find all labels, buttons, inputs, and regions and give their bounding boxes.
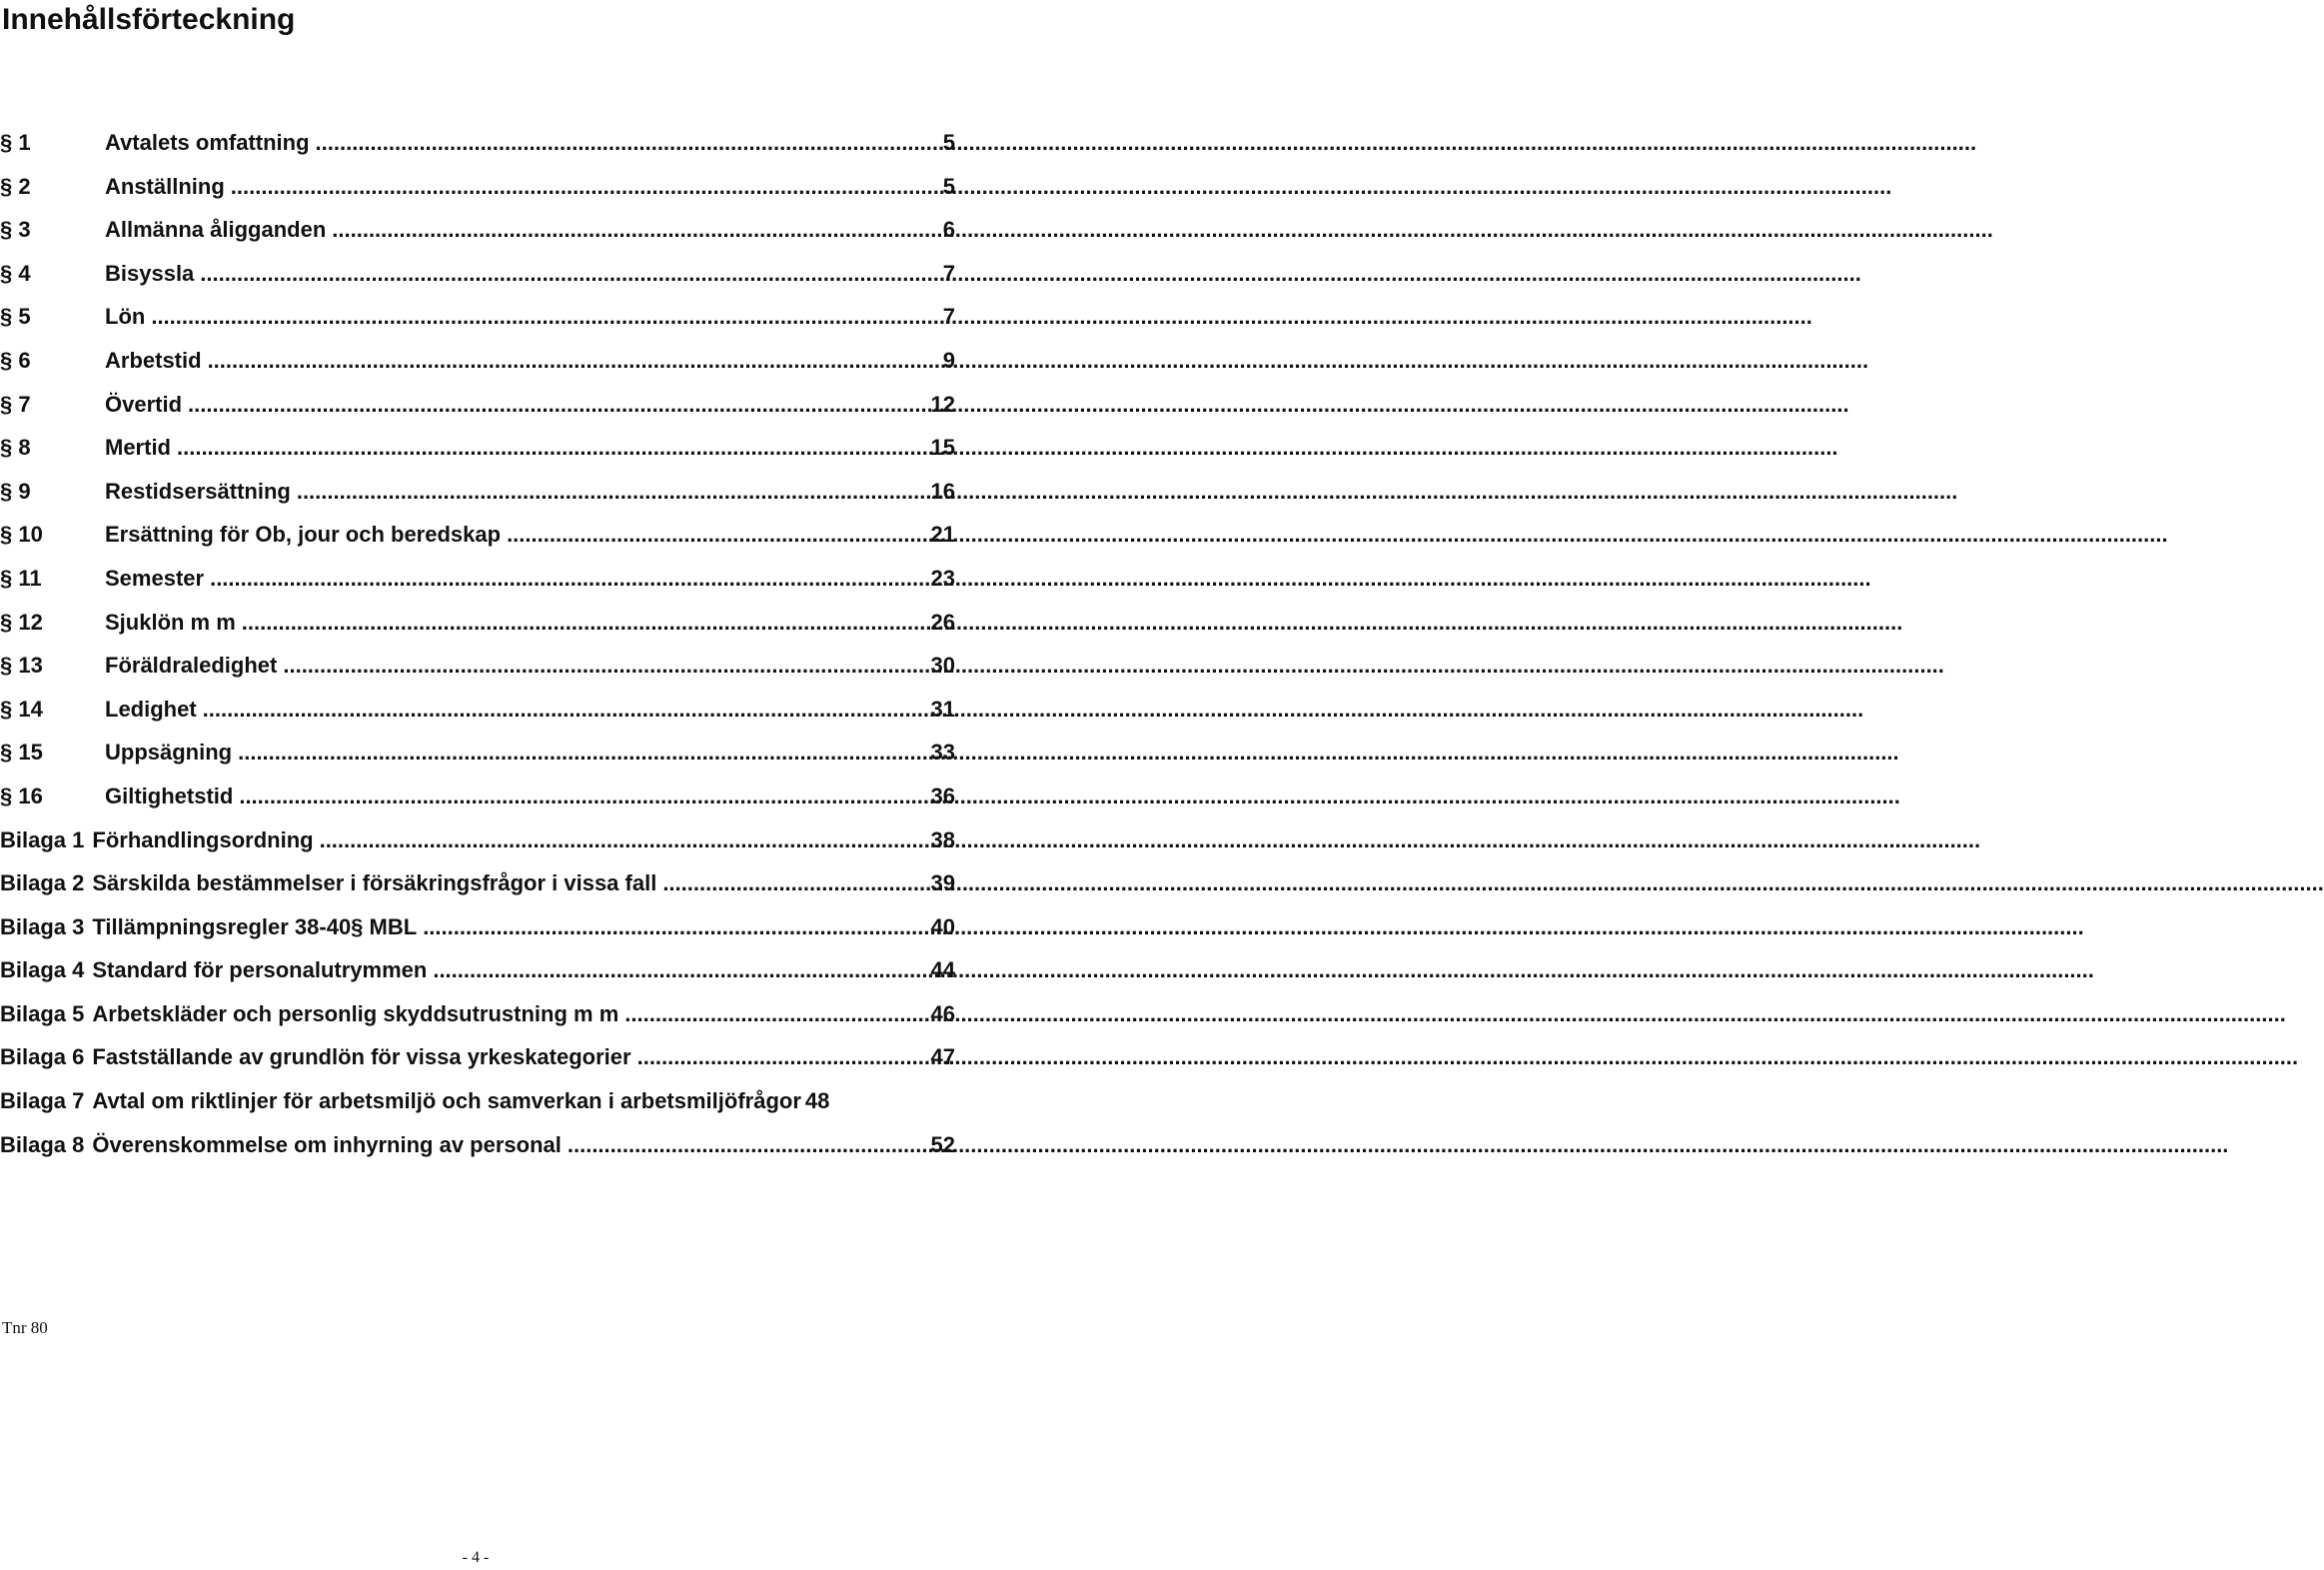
toc-entry-title: Uppsägning (105, 740, 233, 766)
toc-entry-number: § 9 (0, 478, 31, 504)
toc-entry-number: Bilaga 3 (0, 913, 85, 939)
dot-leader (210, 557, 928, 601)
dot-leader (507, 513, 928, 557)
toc-entry-section-10[interactable] (0, 513, 955, 557)
toc-entry-number: § 14 (0, 696, 43, 722)
toc-entry-title: Fastställande av grundlön för vissa yrkeskategorier (92, 1044, 631, 1070)
toc-entry-number: § 5 (0, 304, 31, 330)
toc-entry-page: 5 (942, 173, 955, 199)
toc-entry-title: Övertid (105, 391, 183, 417)
toc-entry-title: Sjuklön m m (105, 609, 236, 635)
toc-entry-page: 21 (930, 522, 955, 548)
toc-entry-title: Bisyssla (105, 260, 195, 286)
toc-entry-page: 16 (930, 478, 955, 504)
toc-entry-number: Bilaga 5 (0, 1000, 85, 1026)
toc-entry-page: 39 (930, 870, 955, 896)
toc-entry-appendix-6[interactable] (0, 1035, 955, 1079)
toc-entry-number: § 8 (0, 435, 31, 461)
toc-entry-number: § 3 (0, 217, 31, 243)
document-code: Tnr 80 (2, 1318, 48, 1337)
dot-leader (433, 948, 928, 992)
toc-entry-page: 38 (930, 826, 955, 852)
dot-leader (242, 601, 929, 645)
dot-leader (188, 383, 928, 427)
toc-entry-title: Restidsersättning (105, 478, 291, 504)
toc-entry-number: § 11 (0, 565, 42, 591)
toc-entry-number: § 7 (0, 391, 31, 417)
toc-entry-title: Arbetskläder och personlig skyddsutrustning m m (92, 1000, 619, 1026)
dot-leader (203, 688, 929, 732)
toc-entry-section-16[interactable] (0, 775, 955, 818)
toc-entry-number: Bilaga 1 (0, 826, 85, 852)
toc-heading: Innehållsförteckning (2, 3, 296, 36)
toc-entry-number: § 4 (0, 260, 31, 286)
toc-entry-page: 31 (930, 696, 955, 722)
toc-entry-page: 47 (930, 1044, 955, 1070)
toc-entry-page: 52 (930, 1131, 955, 1157)
dot-leader (231, 165, 941, 209)
toc-entry-page: 46 (930, 1000, 955, 1026)
toc-entry-title: Arbetstid (105, 347, 202, 373)
toc-entry-page: 36 (930, 783, 955, 808)
toc-entry-number: § 1 (0, 130, 31, 155)
dot-leader (177, 426, 929, 470)
toc-entry-section-7[interactable] (0, 383, 955, 427)
toc-entry-number: Bilaga 8 (0, 1131, 85, 1157)
toc-entry-number: § 12 (0, 609, 43, 635)
toc-entry-section-4[interactable] (0, 252, 955, 296)
dot-leader (568, 1123, 929, 1167)
toc-entry-title: Allmänna åligganden (105, 217, 327, 243)
toc-entry-title: Särskilda bestämmelser i försäkringsfrågor i vissa fall (92, 870, 657, 896)
toc-entry-page: 9 (942, 347, 955, 373)
toc-entry-appendix-5[interactable] (0, 992, 955, 1036)
toc-entry-title: Ersättning för Ob, jour och beredskap (105, 522, 502, 548)
toc-entry-page: 30 (930, 653, 955, 679)
document-page (0, 0, 959, 1570)
dot-leader (423, 905, 928, 949)
toc-entry-page: 33 (930, 740, 955, 766)
dot-leader (208, 339, 941, 383)
toc-entry-section-2[interactable] (0, 165, 955, 209)
toc-entry-section-3[interactable] (0, 208, 955, 252)
toc-entry-page: 7 (942, 304, 955, 330)
toc-entry-title: Standard för personalutrymmen (92, 957, 428, 983)
toc-entry-section-9[interactable] (0, 470, 955, 514)
toc-entry-section-5[interactable] (0, 295, 955, 339)
toc-entry-page: 44 (930, 957, 955, 983)
toc-entry-title: Överenskommelse om inhyrning av personal (92, 1131, 562, 1157)
toc-entry-appendix-8[interactable] (0, 1123, 955, 1167)
toc-entry-number: Bilaga 4 (0, 957, 85, 983)
toc-entry-section-11[interactable] (0, 557, 955, 601)
toc-entry-title: Anställning (105, 173, 225, 199)
dot-leader (662, 861, 928, 905)
dot-leader (283, 644, 928, 688)
toc-entry-page: 40 (930, 913, 955, 939)
toc-entry-number: § 2 (0, 173, 31, 199)
toc-entry-section-15[interactable] (0, 731, 955, 775)
dot-leader (637, 1035, 929, 1079)
toc-entry-page: 5 (942, 130, 955, 155)
toc-entry-page: 12 (930, 391, 955, 417)
toc-entry-title: Förhandlingsordning (92, 826, 314, 852)
toc-entry-title: Tillämpningsregler 38-40§ MBL (92, 913, 418, 939)
dot-leader (151, 295, 940, 339)
toc-entry-number: § 13 (0, 653, 43, 679)
toc-entry-page: 26 (930, 609, 955, 635)
dot-leader (316, 121, 941, 165)
dot-leader (239, 775, 928, 818)
toc-entry-title: Semester (105, 565, 205, 591)
toc-entry-title: Avtal om riktlinjer för arbetsmiljö och samverkan i arbetsmiljöfrågor (92, 1088, 801, 1114)
toc-entry-number: § 15 (0, 740, 43, 766)
toc-entry-title: Ledighet (105, 696, 197, 722)
toc-entry-section-1[interactable] (0, 121, 955, 165)
dot-leader (320, 818, 929, 862)
toc-entry-appendix-1[interactable] (0, 818, 955, 862)
toc-entry-appendix-3[interactable] (0, 905, 955, 949)
toc-entry-number: Bilaga 7 (0, 1088, 85, 1114)
toc-entry-section-14[interactable] (0, 688, 955, 732)
toc-entry-number: § 6 (0, 347, 31, 373)
toc-entry-number: § 10 (0, 522, 43, 548)
toc-entry-number: § 16 (0, 783, 43, 808)
toc-entry-title: Avtalets omfattning (105, 130, 310, 155)
toc-entry-number: Bilaga 6 (0, 1044, 85, 1070)
toc-entry-title: Mertid (105, 435, 171, 461)
dot-leader (624, 992, 928, 1036)
toc-entry-title: Lön (105, 304, 146, 330)
toc-entry-section-13[interactable] (0, 644, 955, 688)
toc-entry-title: Föräldraledighet (105, 653, 278, 679)
toc-entry-page: 48 (804, 1088, 830, 1114)
toc-entry-page: 7 (942, 260, 955, 286)
toc-entry-page: 15 (930, 435, 955, 461)
toc-entry-number: Bilaga 2 (0, 870, 85, 896)
toc-entry-page: 6 (942, 217, 955, 243)
toc-entry-appendix-4[interactable] (0, 948, 955, 992)
page-number: - 4 - (462, 1549, 490, 1566)
toc-entry-appendix-7[interactable] (0, 1079, 955, 1123)
dot-leader (297, 470, 929, 514)
toc-entry-section-6[interactable] (0, 339, 955, 383)
toc-entry-page: 23 (930, 565, 955, 591)
dot-leader (332, 208, 940, 252)
toc-entry-section-12[interactable] (0, 601, 955, 645)
dot-leader (200, 252, 940, 296)
dot-leader (238, 731, 928, 775)
toc-entry-title: Giltighetstid (105, 783, 234, 808)
toc-entry-appendix-2[interactable] (0, 861, 955, 905)
toc-list (0, 121, 955, 1166)
toc-entry-section-8[interactable] (0, 426, 955, 470)
